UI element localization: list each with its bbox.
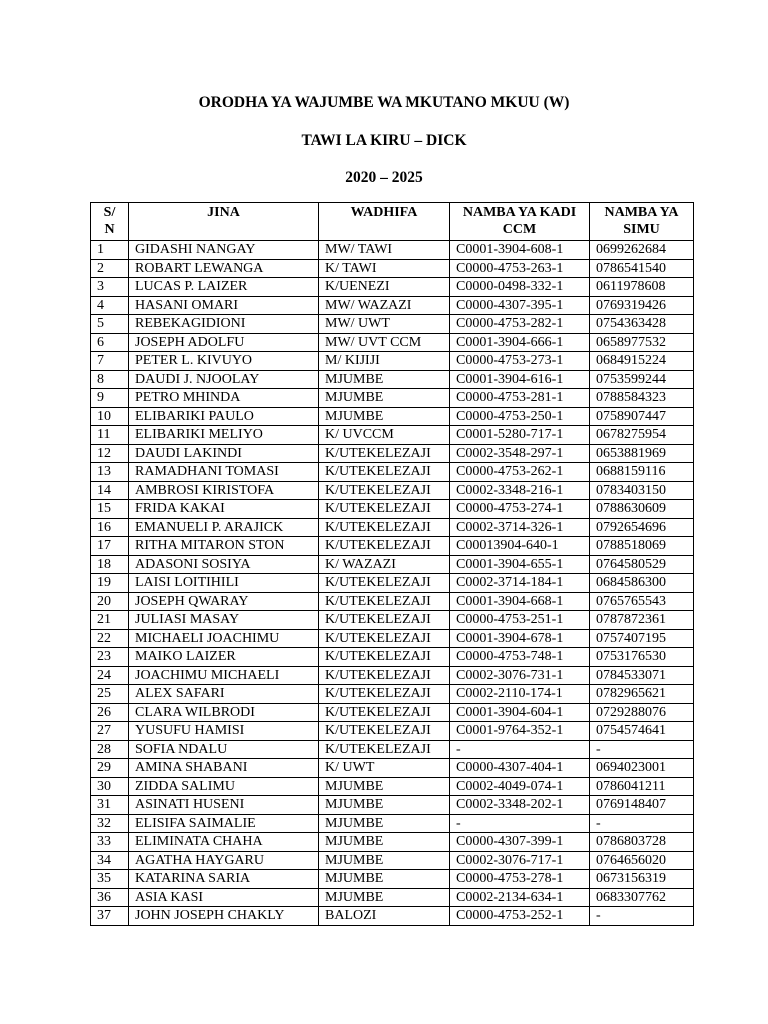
cell-sn: 14 xyxy=(91,481,129,500)
cell-jina: KATARINA SARIA xyxy=(129,870,319,889)
table-row xyxy=(91,611,694,630)
cell-simu: 0786803728 xyxy=(590,833,694,852)
table-row xyxy=(91,259,694,278)
cell-sn: 8 xyxy=(91,370,129,389)
cell-jina: ELIBARIKI MELIYO xyxy=(129,426,319,445)
cell-jina: ADASONI SOSIYA xyxy=(129,555,319,574)
cell-sn: 3 xyxy=(91,278,129,297)
cell-sn: 27 xyxy=(91,722,129,741)
cell-sn: 6 xyxy=(91,333,129,352)
cell-jina: JULIASI MASAY xyxy=(129,611,319,630)
table-row xyxy=(91,851,694,870)
cell-simu: 0769319426 xyxy=(590,296,694,315)
cell-simu: - xyxy=(590,907,694,926)
cell-kadi-ccm: C0000-4753-748-1 xyxy=(450,648,590,667)
cell-sn: 37 xyxy=(91,907,129,926)
cell-simu: 0753599244 xyxy=(590,370,694,389)
cell-simu: 0678275954 xyxy=(590,426,694,445)
cell-simu: 0729288076 xyxy=(590,703,694,722)
cell-kadi-ccm: C0001-5280-717-1 xyxy=(450,426,590,445)
cell-kadi-ccm: C0000-4753-281-1 xyxy=(450,389,590,408)
document-period: 2020 – 2025 xyxy=(345,169,423,186)
table-row xyxy=(91,500,694,519)
table-row xyxy=(91,278,694,297)
cell-sn: 28 xyxy=(91,740,129,759)
cell-kadi-ccm: C0002-2134-634-1 xyxy=(450,888,590,907)
cell-simu: 0684586300 xyxy=(590,574,694,593)
cell-kadi-ccm: C0000-4753-274-1 xyxy=(450,500,590,519)
table-row xyxy=(91,703,694,722)
cell-kadi-ccm: C0002-3348-216-1 xyxy=(450,481,590,500)
cell-sn: 23 xyxy=(91,648,129,667)
cell-sn: 4 xyxy=(91,296,129,315)
cell-wadhifa: MJUMBE xyxy=(319,389,450,408)
cell-sn: 5 xyxy=(91,315,129,334)
cell-wadhifa: BALOZI xyxy=(319,907,450,926)
cell-wadhifa: MJUMBE xyxy=(319,814,450,833)
cell-sn: 18 xyxy=(91,555,129,574)
cell-simu: 0758907447 xyxy=(590,407,694,426)
table-row xyxy=(91,740,694,759)
cell-kadi-ccm: C0000-4307-399-1 xyxy=(450,833,590,852)
cell-sn: 36 xyxy=(91,888,129,907)
cell-wadhifa: K/UTEKELEZAJI xyxy=(319,629,450,648)
header-wadhifa: WADHIFA xyxy=(319,203,450,241)
cell-jina: JOSEPH QWARAY xyxy=(129,592,319,611)
cell-simu: 0788518069 xyxy=(590,537,694,556)
cell-kadi-ccm: C0001-3904-616-1 xyxy=(450,370,590,389)
cell-kadi-ccm: C0002-3076-717-1 xyxy=(450,851,590,870)
cell-jina: FRIDA KAKAI xyxy=(129,500,319,519)
cell-simu: 0754363428 xyxy=(590,315,694,334)
cell-jina: PETRO MHINDA xyxy=(129,389,319,408)
cell-sn: 24 xyxy=(91,666,129,685)
cell-sn: 30 xyxy=(91,777,129,796)
cell-jina: AGATHA HAYGARU xyxy=(129,851,319,870)
cell-kadi-ccm: C0002-3714-326-1 xyxy=(450,518,590,537)
cell-sn: 35 xyxy=(91,870,129,889)
table-row xyxy=(91,685,694,704)
cell-wadhifa: K/UTEKELEZAJI xyxy=(319,481,450,500)
cell-wadhifa: K/UENEZI xyxy=(319,278,450,297)
cell-simu: 0688159116 xyxy=(590,463,694,482)
table-row xyxy=(91,296,694,315)
cell-simu: 0787872361 xyxy=(590,611,694,630)
cell-jina: ROBART LEWANGA xyxy=(129,259,319,278)
table-row xyxy=(91,426,694,445)
cell-sn: 19 xyxy=(91,574,129,593)
cell-jina: CLARA WILBRODI xyxy=(129,703,319,722)
cell-sn: 13 xyxy=(91,463,129,482)
header-jina: JINA xyxy=(129,203,319,241)
table-row xyxy=(91,481,694,500)
cell-simu: 0757407195 xyxy=(590,629,694,648)
table-row xyxy=(91,537,694,556)
cell-kadi-ccm: C0000-4307-404-1 xyxy=(450,759,590,778)
cell-simu: 0786541540 xyxy=(590,259,694,278)
cell-kadi-ccm: C0002-3076-731-1 xyxy=(450,666,590,685)
cell-kadi-ccm: C0000-0498-332-1 xyxy=(450,278,590,297)
members-table-body xyxy=(91,241,694,926)
table-row xyxy=(91,352,694,371)
table-row xyxy=(91,315,694,334)
cell-wadhifa: MJUMBE xyxy=(319,851,450,870)
cell-kadi-ccm: C0000-4753-278-1 xyxy=(450,870,590,889)
cell-wadhifa: K/UTEKELEZAJI xyxy=(319,648,450,667)
cell-jina: LAISI LOITIHILI xyxy=(129,574,319,593)
cell-simu: - xyxy=(590,740,694,759)
cell-kadi-ccm: C0000-4753-251-1 xyxy=(450,611,590,630)
cell-simu: 0764580529 xyxy=(590,555,694,574)
cell-sn: 21 xyxy=(91,611,129,630)
cell-kadi-ccm: C0000-4753-250-1 xyxy=(450,407,590,426)
cell-sn: 32 xyxy=(91,814,129,833)
cell-jina: LUCAS P. LAIZER xyxy=(129,278,319,297)
cell-kadi-ccm: C0001-3904-666-1 xyxy=(450,333,590,352)
table-row xyxy=(91,629,694,648)
table-row xyxy=(91,870,694,889)
cell-wadhifa: MJUMBE xyxy=(319,370,450,389)
cell-sn: 26 xyxy=(91,703,129,722)
cell-simu: 0783403150 xyxy=(590,481,694,500)
cell-wadhifa: K/ WAZAZI xyxy=(319,555,450,574)
cell-jina: HASANI OMARI xyxy=(129,296,319,315)
members-table-header xyxy=(91,203,694,241)
cell-wadhifa: K/ UWT xyxy=(319,759,450,778)
cell-simu: 0699262684 xyxy=(590,241,694,260)
cell-wadhifa: K/UTEKELEZAJI xyxy=(319,703,450,722)
members-table xyxy=(90,202,694,926)
table-row xyxy=(91,389,694,408)
cell-jina: RITHA MITARON STON xyxy=(129,537,319,556)
cell-kadi-ccm: C0002-3714-184-1 xyxy=(450,574,590,593)
cell-wadhifa: MW/ TAWI xyxy=(319,241,450,260)
cell-simu: 0673156319 xyxy=(590,870,694,889)
table-row xyxy=(91,574,694,593)
cell-simu: 0683307762 xyxy=(590,888,694,907)
cell-simu: 0786041211 xyxy=(590,777,694,796)
cell-sn: 33 xyxy=(91,833,129,852)
table-row xyxy=(91,370,694,389)
cell-kadi-ccm: C0000-4753-252-1 xyxy=(450,907,590,926)
table-row xyxy=(91,333,694,352)
cell-wadhifa: K/ TAWI xyxy=(319,259,450,278)
cell-kadi-ccm: C0001-3904-604-1 xyxy=(450,703,590,722)
cell-jina: AMINA SHABANI xyxy=(129,759,319,778)
cell-simu: 0765765543 xyxy=(590,592,694,611)
cell-kadi-ccm: C0000-4753-273-1 xyxy=(450,352,590,371)
cell-jina: PETER L. KIVUYO xyxy=(129,352,319,371)
cell-jina: JOACHIMU MICHAELI xyxy=(129,666,319,685)
cell-jina: ASIA KASI xyxy=(129,888,319,907)
cell-wadhifa: M/ KIJIJI xyxy=(319,352,450,371)
cell-sn: 31 xyxy=(91,796,129,815)
cell-simu: 0611978608 xyxy=(590,278,694,297)
table-row xyxy=(91,463,694,482)
cell-kadi-ccm: C0001-3904-608-1 xyxy=(450,241,590,260)
cell-sn: 12 xyxy=(91,444,129,463)
cell-wadhifa: K/UTEKELEZAJI xyxy=(319,518,450,537)
cell-wadhifa: MJUMBE xyxy=(319,407,450,426)
cell-wadhifa: MW/ UVT CCM xyxy=(319,333,450,352)
table-row xyxy=(91,592,694,611)
cell-sn: 22 xyxy=(91,629,129,648)
cell-sn: 10 xyxy=(91,407,129,426)
cell-kadi-ccm: C0002-4049-074-1 xyxy=(450,777,590,796)
header-kadi: NAMBA YA KADI CCM xyxy=(450,203,590,241)
cell-simu: 0788584323 xyxy=(590,389,694,408)
table-row xyxy=(91,666,694,685)
cell-kadi-ccm: C0000-4307-395-1 xyxy=(450,296,590,315)
cell-wadhifa: K/ UVCCM xyxy=(319,426,450,445)
cell-sn: 29 xyxy=(91,759,129,778)
cell-kadi-ccm: - xyxy=(450,814,590,833)
document-title: ORODHA YA WAJUMBE WA MKUTANO MKUU (W) xyxy=(198,94,570,111)
cell-wadhifa: K/UTEKELEZAJI xyxy=(319,574,450,593)
cell-wadhifa: K/UTEKELEZAJI xyxy=(319,685,450,704)
cell-wadhifa: MJUMBE xyxy=(319,796,450,815)
cell-wadhifa: K/UTEKELEZAJI xyxy=(319,500,450,519)
table-row xyxy=(91,888,694,907)
cell-kadi-ccm: C0001-3904-678-1 xyxy=(450,629,590,648)
cell-sn: 7 xyxy=(91,352,129,371)
table-row xyxy=(91,796,694,815)
cell-jina: ZIDDA SALIMU xyxy=(129,777,319,796)
cell-sn: 11 xyxy=(91,426,129,445)
cell-wadhifa: MJUMBE xyxy=(319,777,450,796)
cell-jina: DAUDI LAKINDI xyxy=(129,444,319,463)
cell-sn: 16 xyxy=(91,518,129,537)
cell-simu: 0653881969 xyxy=(590,444,694,463)
cell-kadi-ccm: C0001-3904-655-1 xyxy=(450,555,590,574)
cell-wadhifa: K/UTEKELEZAJI xyxy=(319,611,450,630)
cell-kadi-ccm: - xyxy=(450,740,590,759)
cell-sn: 9 xyxy=(91,389,129,408)
cell-jina: MICHAELI JOACHIMU xyxy=(129,629,319,648)
cell-jina: ELIMINATA CHAHA xyxy=(129,833,319,852)
cell-wadhifa: MJUMBE xyxy=(319,833,450,852)
cell-simu: 0784533071 xyxy=(590,666,694,685)
cell-kadi-ccm: C0002-3348-202-1 xyxy=(450,796,590,815)
cell-sn: 25 xyxy=(91,685,129,704)
table-row xyxy=(91,777,694,796)
cell-kadi-ccm: C0000-4753-282-1 xyxy=(450,315,590,334)
cell-simu: 0694023001 xyxy=(590,759,694,778)
cell-sn: 15 xyxy=(91,500,129,519)
cell-sn: 17 xyxy=(91,537,129,556)
table-row xyxy=(91,555,694,574)
cell-simu: 0754574641 xyxy=(590,722,694,741)
cell-wadhifa: K/UTEKELEZAJI xyxy=(319,444,450,463)
cell-kadi-ccm: C0002-3548-297-1 xyxy=(450,444,590,463)
cell-wadhifa: MJUMBE xyxy=(319,870,450,889)
cell-jina: JOHN JOSEPH CHAKLY xyxy=(129,907,319,926)
table-row xyxy=(91,407,694,426)
cell-wadhifa: MJUMBE xyxy=(319,888,450,907)
table-row xyxy=(91,648,694,667)
cell-simu: 0658977532 xyxy=(590,333,694,352)
cell-simu: - xyxy=(590,814,694,833)
table-row xyxy=(91,907,694,926)
cell-kadi-ccm: C0000-4753-263-1 xyxy=(450,259,590,278)
cell-jina: ELIBARIKI PAULO xyxy=(129,407,319,426)
cell-jina: RAMADHANI TOMASI xyxy=(129,463,319,482)
cell-wadhifa: K/UTEKELEZAJI xyxy=(319,666,450,685)
cell-wadhifa: K/UTEKELEZAJI xyxy=(319,722,450,741)
cell-sn: 20 xyxy=(91,592,129,611)
cell-jina: DAUDI J. NJOOLAY xyxy=(129,370,319,389)
table-row xyxy=(91,444,694,463)
cell-jina: MAIKO LAIZER xyxy=(129,648,319,667)
cell-simu: 0764656020 xyxy=(590,851,694,870)
cell-wadhifa: K/UTEKELEZAJI xyxy=(319,740,450,759)
cell-wadhifa: K/UTEKELEZAJI xyxy=(319,592,450,611)
table-row xyxy=(91,759,694,778)
table-row xyxy=(91,814,694,833)
cell-jina: GIDASHI NANGAY xyxy=(129,241,319,260)
cell-wadhifa: MW/ WAZAZI xyxy=(319,296,450,315)
cell-jina: ASINATI HUSENI xyxy=(129,796,319,815)
cell-kadi-ccm: C0001-3904-668-1 xyxy=(450,592,590,611)
cell-simu: 0792654696 xyxy=(590,518,694,537)
cell-kadi-ccm: C0001-9764-352-1 xyxy=(450,722,590,741)
cell-sn: 2 xyxy=(91,259,129,278)
cell-simu: 0788630609 xyxy=(590,500,694,519)
cell-jina: YUSUFU HAMISI xyxy=(129,722,319,741)
cell-sn: 34 xyxy=(91,851,129,870)
cell-wadhifa: K/UTEKELEZAJI xyxy=(319,463,450,482)
header-simu: NAMBA YA SIMU xyxy=(590,203,694,241)
cell-kadi-ccm: C0002-2110-174-1 xyxy=(450,685,590,704)
cell-jina: JOSEPH ADOLFU xyxy=(129,333,319,352)
cell-jina: ALEX SAFARI xyxy=(129,685,319,704)
cell-simu: 0684915224 xyxy=(590,352,694,371)
table-row xyxy=(91,833,694,852)
table-row xyxy=(91,241,694,260)
cell-jina: SOFIA NDALU xyxy=(129,740,319,759)
header-row xyxy=(91,203,694,241)
table-row xyxy=(91,722,694,741)
cell-simu: 0753176530 xyxy=(590,648,694,667)
cell-jina: EMANUELI P. ARAJICK xyxy=(129,518,319,537)
cell-simu: 0782965621 xyxy=(590,685,694,704)
cell-simu: 0769148407 xyxy=(590,796,694,815)
cell-jina: AMBROSI KIRISTOFA xyxy=(129,481,319,500)
table-row xyxy=(91,518,694,537)
cell-sn: 1 xyxy=(91,241,129,260)
cell-kadi-ccm: C00013904-640-1 xyxy=(450,537,590,556)
cell-jina: REBEKAGIDIONI xyxy=(129,315,319,334)
cell-wadhifa: K/UTEKELEZAJI xyxy=(319,537,450,556)
cell-jina: ELISIFA SAIMALIE xyxy=(129,814,319,833)
cell-wadhifa: MW/ UWT xyxy=(319,315,450,334)
document-subtitle: TAWI LA KIRU – DICK xyxy=(301,132,467,149)
header-sn: S/ N xyxy=(91,203,129,241)
cell-kadi-ccm: C0000-4753-262-1 xyxy=(450,463,590,482)
